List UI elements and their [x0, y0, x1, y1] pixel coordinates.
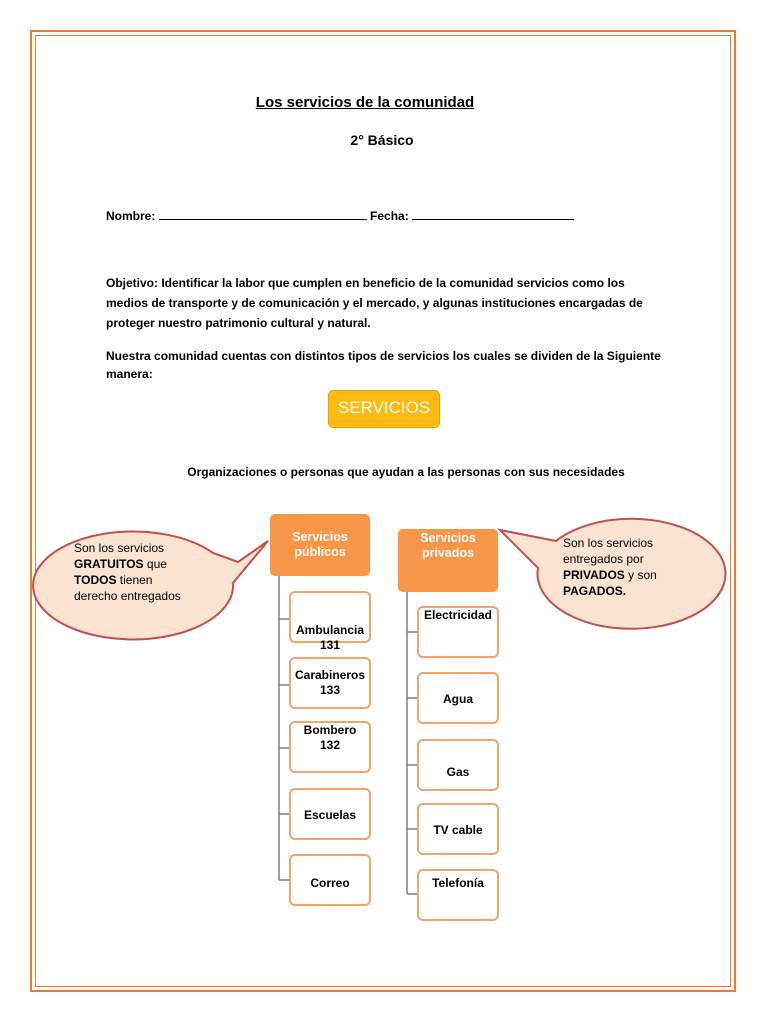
public-item-correo: Correo	[289, 854, 371, 906]
public-item-bombero: Bombero 132	[289, 721, 371, 773]
private-services-header: Servicios privados	[398, 529, 498, 592]
private-item-telefonia: Telefonía	[417, 869, 499, 921]
private-item-gas: Gas	[417, 739, 499, 791]
right-bubble-text: Son los servicios entregados por PRIVADOS y son PAGADOS.	[563, 536, 657, 598]
servicios-definition: Organizaciones o personas que ayudan a las personas con sus necesidades	[187, 465, 625, 479]
objective-paragraph: Objetivo: Identificar la labor que cumplen en beneficio de la comunidad servicios como los medios de transporte y de comunicación y el mercado, y algunas instituciones encargadas de proteger nuestro patrimonio cultural y natural.	[106, 276, 643, 330]
servicios-root-box: SERVICIOS	[328, 390, 440, 428]
public-services-header: Servicios públicos	[270, 514, 370, 576]
public-item-carabineros: Carabineros 133	[289, 657, 371, 709]
intro-paragraph: Nuestra comunidad cuentas con distintos tipos de servicios los cuales se dividen de la Siguiente manera:	[106, 349, 661, 381]
document-title: Los servicios de la comunidad	[255, 94, 475, 111]
name-label: Nombre:	[106, 209, 156, 223]
public-item-escuelas: Escuelas	[289, 788, 371, 840]
private-item-electricidad: Electricidad	[417, 606, 499, 658]
private-item-agua: Agua	[417, 672, 499, 724]
date-label: Fecha:	[370, 209, 409, 223]
left-bubble-text: Son los servicios GRATUITOS que TODOS tienen derecho entregados	[74, 541, 181, 603]
private-item-tv-cable: TV cable	[417, 803, 499, 855]
public-item-ambulancia: Ambulancia 131	[289, 591, 371, 643]
grade-label: 2° Básico	[350, 132, 414, 148]
